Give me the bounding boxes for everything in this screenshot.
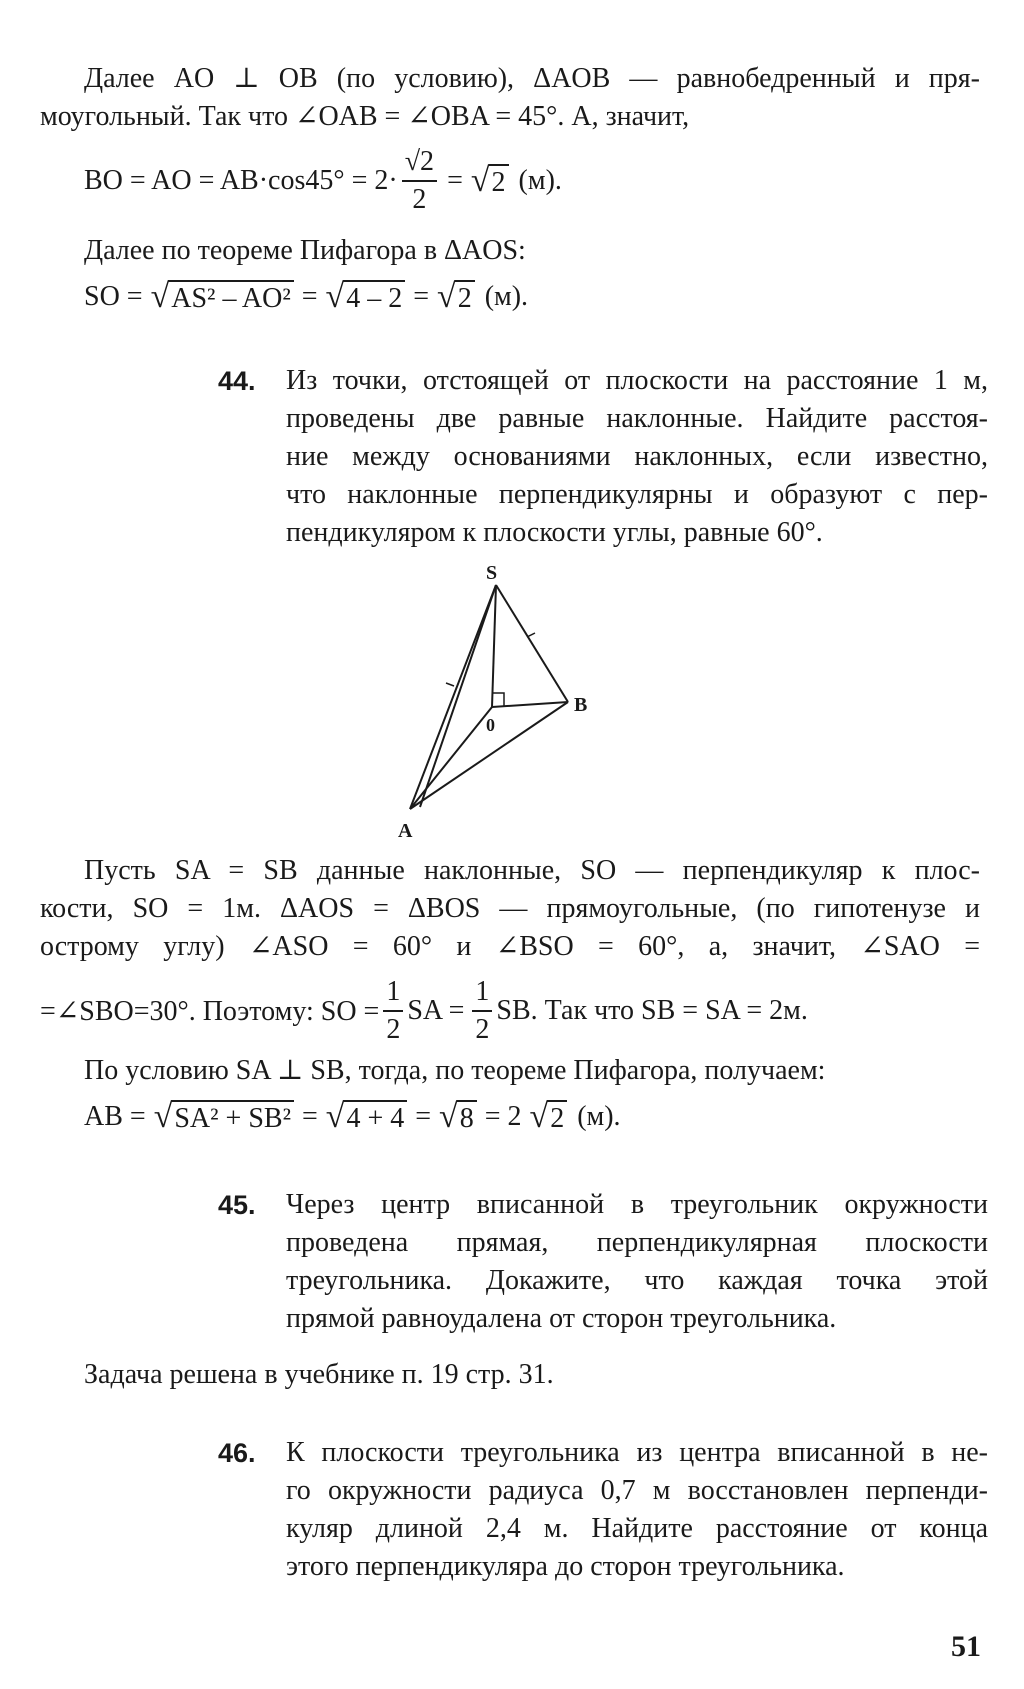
radicand: 2 bbox=[547, 1100, 567, 1135]
fraction-one-half bbox=[472, 978, 492, 1044]
problem-line: проведены две равные наклонные. Найдите расстоя- bbox=[286, 403, 988, 434]
solution-line-2: кости, SO = 1м. ΔAOS = ΔBOS — прямоугольные, (по гипотенузе и bbox=[40, 893, 980, 924]
formula-bo-left: BO = AO = AB·cos45° = 2· bbox=[84, 165, 398, 196]
problem-44 bbox=[218, 362, 988, 552]
fraction-denominator: 2 bbox=[475, 1014, 490, 1045]
tick-mark-sb bbox=[527, 633, 535, 637]
tick-mark-sa bbox=[446, 683, 454, 686]
problem-text bbox=[286, 362, 988, 552]
sqrt-4-4 bbox=[326, 1100, 407, 1135]
radicand: 4 + 4 bbox=[343, 1100, 407, 1135]
problem-line: Через центр вписанной в треугольник окружности bbox=[286, 1189, 988, 1220]
edge-so bbox=[492, 585, 496, 707]
pythagoras-paragraph bbox=[40, 232, 980, 270]
note-45-line: Задача решена в учебнике п. 19 стр. 31. bbox=[84, 1359, 554, 1390]
radical-icon: √ bbox=[325, 278, 345, 315]
problem-line: К плоскости треугольника из центра вписанной в не- bbox=[286, 1437, 988, 1468]
problem-line: го окружности радиуса 0,7 м восстановлен перпенди- bbox=[286, 1475, 988, 1506]
problem-45 bbox=[218, 1186, 988, 1338]
label-b: B bbox=[574, 694, 588, 716]
sqrt-4-2 bbox=[326, 280, 406, 315]
radicand: SA² + SB² bbox=[171, 1100, 294, 1135]
fraction-numerator: 1 bbox=[472, 978, 492, 1012]
edge-sb bbox=[496, 585, 568, 702]
fraction-root2-over-2 bbox=[402, 148, 437, 214]
equals-sign: = bbox=[413, 281, 430, 313]
problem-number: 45. bbox=[218, 1190, 256, 1220]
label-a: A bbox=[398, 820, 413, 842]
problem-line: прямой равноудалена от сторон треугольника. bbox=[286, 1303, 837, 1334]
intro-line-1: Далее AO ⊥ OB (по условию), ΔAOB — равнобедренный и пря- bbox=[84, 63, 980, 94]
radical-icon: √ bbox=[437, 278, 456, 315]
problem-number: 44. bbox=[218, 366, 256, 396]
unit-label: (м). bbox=[484, 281, 529, 313]
equals-sign: = bbox=[415, 1101, 432, 1133]
solution-line-4-c: SB. Так что SB = SA = 2м. bbox=[496, 995, 808, 1026]
label-s: S bbox=[486, 565, 498, 584]
solution-line-4 bbox=[40, 978, 808, 1044]
fraction-numerator: 1 bbox=[383, 978, 403, 1012]
unit-label: (м). bbox=[518, 165, 562, 196]
problem-line: ние между основаниями наклонных, если известно, bbox=[286, 441, 988, 472]
problem-line: куляр длиной 2,4 м. Найдите расстояние от конца bbox=[286, 1513, 988, 1544]
problem-number: 46. bbox=[218, 1438, 256, 1468]
solution-line-5: По условию SA ⊥ SB, тогда, по теореме Пифагора, получаем: bbox=[84, 1055, 826, 1086]
formula-bo bbox=[84, 148, 562, 214]
radicand: AS² – AO² bbox=[168, 280, 293, 315]
edge-ao bbox=[410, 707, 492, 809]
problem-line: пендикуляром к плоскости углы, равные 60°. bbox=[286, 517, 823, 548]
fraction-denominator: 2 bbox=[386, 1014, 401, 1045]
page-number: 51 bbox=[951, 1630, 981, 1663]
equals-sign: = bbox=[301, 281, 318, 313]
edge-sa-inner bbox=[420, 585, 496, 807]
pythagoras-line: Далее по теореме Пифагора в ΔAOS: bbox=[84, 235, 526, 266]
equals-sign: = bbox=[301, 1101, 318, 1133]
edge-sa bbox=[410, 585, 496, 809]
fraction-numerator: √2 bbox=[402, 148, 437, 182]
sqrt-sa2-sb2 bbox=[154, 1100, 294, 1135]
problem-46 bbox=[218, 1434, 988, 1586]
sqrt-2 bbox=[437, 280, 475, 315]
sqrt-8 bbox=[439, 1100, 477, 1135]
problem-line: проведена прямая, перпендикулярная плоскости bbox=[286, 1227, 988, 1258]
problem-line: что наклонные перпендикулярны и образуют с пер- bbox=[286, 479, 988, 510]
radical-icon: √ bbox=[150, 278, 170, 315]
radicand: 2 bbox=[455, 280, 475, 315]
sqrt-as2-ao2 bbox=[151, 280, 294, 315]
radical-icon: √ bbox=[153, 1098, 173, 1135]
radical-icon: √ bbox=[470, 161, 490, 199]
solution-44 bbox=[40, 852, 980, 966]
sqrt-2 bbox=[470, 161, 509, 199]
radicand: 2 bbox=[489, 164, 509, 199]
unit-label: (м). bbox=[577, 1101, 621, 1133]
problem-line: треугольника. Докажите, что каждая точка этой bbox=[286, 1265, 988, 1296]
problem-line: этого перпендикуляра до сторон треугольника. bbox=[286, 1551, 845, 1582]
solution-44-cont bbox=[40, 1052, 980, 1090]
solution-line-4-a: =∠SBO=30°. Поэтому: SO = bbox=[40, 996, 380, 1027]
intro-paragraph bbox=[40, 60, 980, 136]
problem-line: Из точки, отстоящей от плоскости на расстояние 1 м, bbox=[286, 365, 988, 396]
equals-two: = 2 bbox=[484, 1101, 522, 1133]
radical-icon: √ bbox=[439, 1098, 458, 1135]
formula-so bbox=[84, 280, 528, 315]
pyramid-figure bbox=[380, 565, 620, 845]
formula-ab-left: AB = bbox=[84, 1101, 146, 1133]
radicand: 4 – 2 bbox=[343, 280, 405, 315]
note-45 bbox=[40, 1356, 980, 1394]
radicand: 8 bbox=[457, 1100, 477, 1135]
right-angle-mark bbox=[492, 693, 504, 707]
solution-line-1: Пусть SA = SB данные наклонные, SO — перпендикуляр к плос- bbox=[84, 855, 980, 886]
fraction-denominator: 2 bbox=[412, 184, 427, 215]
radical-icon: √ bbox=[529, 1098, 549, 1135]
label-o: 0 bbox=[486, 715, 495, 735]
problem-text bbox=[286, 1434, 988, 1586]
fraction-one-half bbox=[383, 978, 403, 1044]
equals-sign: = bbox=[447, 165, 463, 196]
radical-icon: √ bbox=[325, 1098, 345, 1135]
intro-line-2: моугольный. Так что ∠OAB = ∠OBA = 45°. А, значит, bbox=[40, 101, 690, 132]
formula-so-left: SO = bbox=[84, 281, 143, 313]
problem-text bbox=[286, 1186, 988, 1338]
solution-line-4-b: SA = bbox=[407, 995, 465, 1026]
formula-ab bbox=[84, 1100, 621, 1135]
solution-line-3: острому углу) ∠ASO = 60° и ∠BSO = 60°, а, значит, ∠SAO = bbox=[40, 931, 980, 962]
sqrt-2 bbox=[530, 1100, 568, 1135]
